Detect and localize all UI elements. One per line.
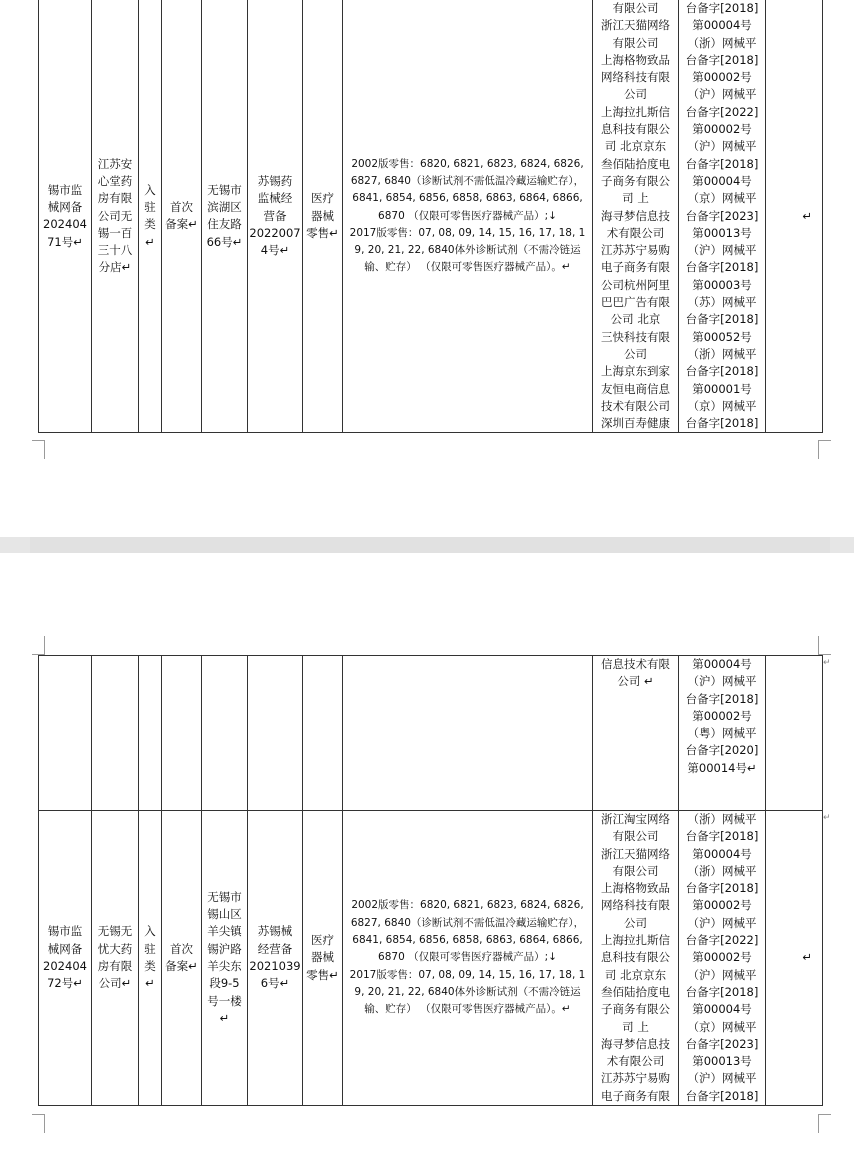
platform-names-cell: 浙江淘宝网络 有限公司 浙江天猫网络 有限公司 上海格物致品 网络科技有限 公司 上海拉扎斯信 息科技有限公 司 北京京东 叁佰陆拾度电 子商务有限公 司 上 海寻梦信息技 术有限公司 江苏苏宁易购 电子商务有限 — [593, 811, 679, 1106]
company-name-cell: 江苏安 心堂药 房有限 公司无 锡一百 三十八 分店↵ — [92, 0, 139, 433]
filing-type-cell — [162, 656, 202, 811]
table-row — [39, 656, 823, 811]
paragraph-mark: ↵ — [823, 658, 831, 668]
filing-type-cell: 首次 备案↵ — [162, 811, 202, 1106]
address-cell: 无锡市 锡山区 羊尖镇 锡沪路 羊尖东 段9-5 号一楼↵ — [202, 811, 248, 1106]
remark-cell — [766, 656, 823, 811]
table-row — [39, 811, 823, 1106]
platform-records-cell: 第00004号 （沪）网械平 台备字[2018] 第00002号 （粤）网械平 台备字[2020] 第00014号↵ — [679, 656, 766, 811]
entry-mode-cell: 入 驻 类↵ — [139, 811, 162, 1106]
platform-names-cell: 有限公司 浙江天猫网络 有限公司 上海格物致品 网络科技有限 公司 上海拉扎斯信 息科技有限公 司 北京京东 叁佰陆拾度电 子商务有限公 司 上 海寻梦信息技 术有限公司 江苏苏宁易购 电子商务有限 公司杭州阿里 巴巴广告有限 公司 北京 三快科技有限 公司 上海京东到家 友恒电商信息 技术有限公司 深圳百寿健康 — [593, 0, 679, 433]
page-2 — [0, 553, 854, 1160]
page-gap — [0, 537, 854, 553]
page-1 — [0, 0, 854, 537]
table-page-1 — [38, 0, 823, 433]
entry-mode-cell — [139, 656, 162, 811]
business-scope-cell: 2002版零售：6820, 6821, 6823, 6824, 6826, 6827, 6840（诊断试剂不需低温冷藏运输贮存），6841, 6854, 6856, 6858, 6863, 6864, 6866, 6870 （仅限可零售医疗器械产品）;↓ 2017版零售：07, 08, 09, 14, 15, 16, 17, 18, 19, 20, 21, 22, 6840体外诊断试剂（不需冷链运输、贮存） （仅限可零售医疗器械产品）。↵ — [343, 811, 593, 1106]
license-cell: 苏锡械 经营备 2021039 6号↵ — [248, 811, 303, 1106]
business-category-cell: 医疗 器械 零售↵ — [303, 811, 343, 1106]
license-cell — [248, 656, 303, 811]
platform-records-cell: （浙）网械平 台备字[2018] 第00004号 （浙）网械平 台备字[2018] 第00002号 （沪）网械平 台备字[2022] 第00002号 （沪）网械平 台备字[2018] 第00004号 （京）网械平 台备字[2023] 第00013号 （沪）网械平 台备字[2018] — [679, 811, 766, 1106]
business-scope-cell: 2002版零售：6820, 6821, 6823, 6824, 6826, 6827, 6840（诊断试剂不需低温冷藏运输贮存），6841, 6854, 6856, 6858, 6863, 6864, 6866, 6870 （仅限可零售医疗器械产品）;↓ 2017版零售：07, 08, 09, 14, 15, 16, 17, 18, 19, 20, 21, 22, 6840体外诊断试剂（不需冷链运输、贮存） （仅限可零售医疗器械产品）。↵ — [343, 0, 593, 433]
entry-mode-cell: 入 驻 类↵ — [139, 0, 162, 433]
address-cell: 无锡市 滨湖区 住友路 66号↵ — [202, 0, 248, 433]
platform-records-cell: 台备字[2018] 第00004号 （浙）网械平 台备字[2018] 第00002号 （沪）网械平 台备字[2022] 第00002号 （沪）网械平 台备字[2018] 第00004号 （京）网械平 台备字[2023] 第00013号 （沪）网械平 台备字[2018] 第00003号 （苏）网械平 台备字[2018] 第00052号 （浙）网械平 台备字[2018] 第00001号 （京）网械平 台备字[2018] — [679, 0, 766, 433]
address-cell — [202, 656, 248, 811]
business-category-cell — [303, 656, 343, 811]
page-corner-mark — [32, 440, 45, 459]
record-number-cell: 锡市监 械网备 202404 71号↵ — [39, 0, 92, 433]
filing-type-cell: 首次 备案↵ — [162, 0, 202, 433]
remark-cell: ↵ — [766, 0, 823, 433]
remark-cell: ↵ — [766, 811, 823, 1106]
license-cell: 苏锡药 监械经 营备 2022007 4号↵ — [248, 0, 303, 433]
page-corner-mark — [818, 636, 831, 655]
business-scope-cell — [343, 656, 593, 811]
page-corner-mark — [32, 1114, 45, 1133]
company-name-cell — [92, 656, 139, 811]
record-number-cell: 锡市监 械网备 202404 72号↵ — [39, 811, 92, 1106]
platform-names-cell: 信息技术有限 公司 ↵ — [593, 656, 679, 811]
table-row — [39, 0, 823, 433]
table-page-2 — [38, 655, 823, 1106]
paragraph-mark: ↵ — [823, 813, 831, 823]
company-name-cell: 无锡无 忧大药 房有限 公司↵ — [92, 811, 139, 1106]
page-corner-mark — [818, 1114, 831, 1133]
page-corner-mark — [32, 636, 45, 655]
business-category-cell: 医疗 器械 零售↵ — [303, 0, 343, 433]
page-corner-mark — [818, 440, 831, 459]
record-number-cell — [39, 656, 92, 811]
